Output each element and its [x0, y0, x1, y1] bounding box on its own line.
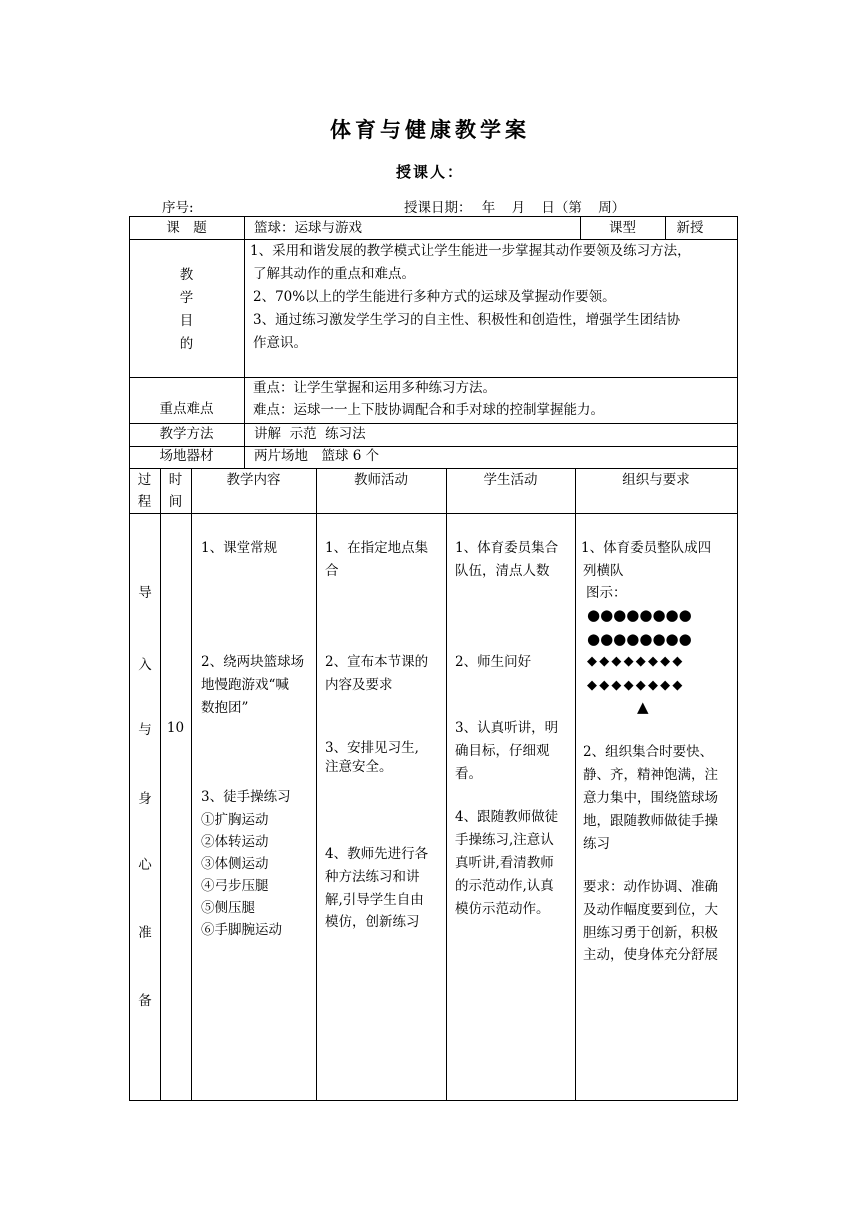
- objectives-label-4: 的: [179, 336, 194, 352]
- teacher-line: 2、宣布本节课的: [325, 654, 429, 670]
- date-label: 授课日期：: [404, 200, 472, 216]
- content-line: ③体侧运动: [201, 856, 269, 872]
- teacher-label: 授课人：: [395, 163, 464, 181]
- type-label: 课型: [609, 220, 636, 236]
- content-line: ⑤侧压腿: [201, 900, 255, 916]
- org-line: 胆练习勇于创新，积极: [583, 925, 718, 941]
- objective-line: 了解其动作的重点和难点。: [253, 266, 415, 282]
- org-line: 及动作幅度要到位，大: [583, 902, 718, 918]
- process-char: 入: [138, 657, 152, 673]
- teacher-line: 模仿，创新练习: [325, 914, 420, 930]
- header-time-2: 间: [168, 494, 183, 510]
- document-title: 体育与健康教学案: [330, 117, 530, 142]
- diagram-label: 图示：: [586, 585, 627, 601]
- teacher-line: 4、教师先进行各: [325, 846, 429, 862]
- org-line: 主动，使身体充分舒展: [583, 947, 718, 963]
- content-line: ⑥手脚腕运动: [201, 922, 282, 938]
- org-line: 2、组织集合时要快、: [583, 744, 714, 760]
- org-line: 列横队: [583, 563, 624, 579]
- process-char: 备: [138, 993, 152, 1009]
- objective-line: 3、通过练习激发学生学习的自主性、积极性和创造性，增强学生团结协: [253, 312, 681, 328]
- org-line: 意力集中，围绕篮球场: [583, 790, 718, 806]
- formation-row-students: ◆◆◆◆◆◆◆◆: [587, 678, 685, 693]
- content-line: ①扩胸运动: [201, 812, 269, 828]
- objective-line: 作意识。: [253, 335, 307, 351]
- teacher-line: 1、在指定地点集: [325, 540, 429, 556]
- header-student: 学生活动: [483, 472, 538, 488]
- key-point: 重点：让学生掌握和运用多种练习方法。: [253, 380, 496, 396]
- org-line: 静、齐，精神饱满，注: [583, 767, 718, 783]
- teacher-line: 内容及要求: [325, 677, 393, 693]
- teacher-line: 解,引导学生自由: [325, 892, 424, 908]
- student-line: 2、师生问好: [455, 654, 532, 670]
- objective-line: 2、70%以上的学生能进行多种方式的运球及掌握动作要领。: [253, 289, 616, 305]
- student-line: 看。: [455, 766, 482, 782]
- objectives-label-3: 目: [179, 313, 194, 329]
- content-line: ④弓步压腿: [201, 878, 269, 894]
- method-label: 教学方法: [159, 426, 214, 442]
- student-line: 队伍，清点人数: [455, 563, 550, 579]
- student-line: 3、认真听讲，明: [455, 720, 559, 736]
- student-line: 真听讲,看清教师: [455, 855, 554, 871]
- header-process-1: 过: [137, 472, 152, 488]
- topic-value: 篮球：运球与游戏: [254, 220, 362, 236]
- objectives-label-2: 学: [179, 290, 194, 306]
- content-line: 数抱团”: [201, 700, 249, 716]
- date-day: 日（第: [541, 200, 582, 216]
- student-line: 的示范动作,认真: [455, 878, 554, 894]
- org-line: 要求：动作协调、准确: [583, 879, 718, 895]
- student-line: 1、体育委员集合: [455, 540, 559, 556]
- student-line: 确目标，仔细观: [455, 743, 550, 759]
- equipment-label: 场地器材: [159, 448, 214, 464]
- key-label: 重点难点: [159, 401, 214, 417]
- content-line: 3、徒手操练习: [201, 789, 291, 805]
- content-line: 1、课堂常规: [201, 540, 278, 556]
- date-month: 月: [511, 200, 526, 216]
- teacher-line: 合: [325, 563, 339, 579]
- content-line: 2、绕两块篮球场: [201, 654, 305, 670]
- student-line: 手操练习,注意认: [455, 832, 554, 848]
- org-line: 地，跟随教师做徒手操: [583, 813, 718, 829]
- topic-label: 课 题: [166, 220, 207, 236]
- teacher-line: 注意安全。: [325, 759, 393, 775]
- header-content: 教学内容: [226, 472, 281, 488]
- header-teacher: 教师活动: [354, 472, 408, 488]
- formation-row-students: ◆◆◆◆◆◆◆◆: [587, 654, 685, 669]
- org-line: 1、体育委员整队成四: [581, 540, 712, 556]
- objective-line: 1、采用和谐发展的教学模式让学生能进一步掌握其动作要领及练习方法，: [250, 243, 691, 259]
- org-line: 练习: [583, 836, 610, 852]
- process-char: 准: [138, 925, 152, 941]
- date-year: 年: [481, 200, 496, 216]
- date-line: [404, 196, 625, 216]
- equipment-value: 两片场地 篮球 6 个: [254, 448, 380, 464]
- time-value: 10: [166, 720, 185, 736]
- student-line: 4、跟随教师做徒: [455, 809, 559, 825]
- header-process-2: 程: [137, 494, 152, 510]
- content-line: 地慢跑游戏“喊: [201, 677, 289, 693]
- method-value: 讲解 示范 练习法: [254, 426, 366, 442]
- formation-row-students: ●●●●●●●●: [587, 630, 692, 648]
- difficulty: 难点：运球一一上下肢协调配合和手对球的控制掌握能力。: [253, 402, 604, 418]
- student-line: 模仿示范动作。: [455, 901, 550, 917]
- process-char: 身: [138, 791, 152, 807]
- teacher-line: 3、安排见习生,: [325, 740, 419, 756]
- date-week: 周）: [598, 200, 626, 216]
- sequence-label: 序号:: [162, 200, 194, 216]
- process-char: 与: [138, 722, 152, 738]
- objectives-label-1: 教: [179, 267, 194, 283]
- content-line: ②体转运动: [201, 834, 269, 850]
- header-org: 组织与要求: [622, 472, 690, 488]
- teacher-marker-icon: ▲: [637, 698, 649, 716]
- formation-row-students: ●●●●●●●●: [587, 606, 692, 624]
- header-time-1: 时: [168, 472, 183, 488]
- process-char: 导: [138, 585, 152, 601]
- process-char: 心: [138, 857, 152, 873]
- type-value: 新授: [676, 220, 704, 236]
- teacher-line: 种方法练习和讲: [325, 869, 420, 885]
